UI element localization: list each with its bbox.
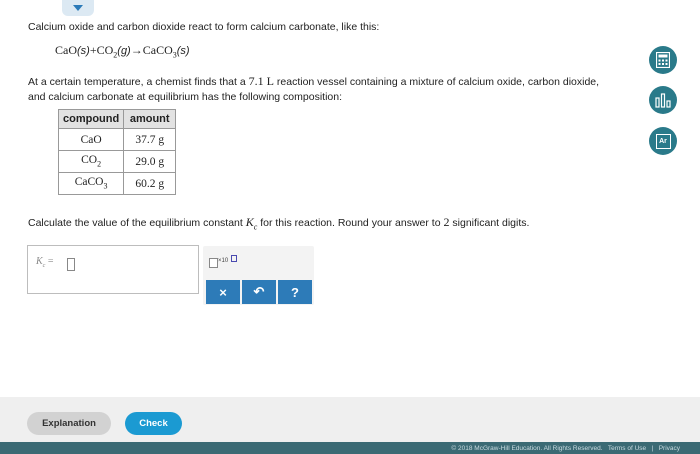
mantissa-box-icon [209, 258, 218, 268]
chevron-down-icon [73, 5, 83, 11]
table-header-amount: amount [124, 110, 176, 129]
compound-cell: $CO_2$ [59, 151, 124, 173]
answer-label: $K_c$ = [36, 256, 54, 269]
help-button[interactable]: ? [278, 280, 312, 304]
table-row [59, 173, 176, 195]
periodic-table-button[interactable] [649, 127, 677, 155]
privacy-link[interactable]: Privacy [658, 445, 680, 452]
calculator-button[interactable] [649, 46, 677, 74]
compound-cell: CaO [59, 129, 124, 151]
amount-cell: 29.0 g [124, 151, 176, 173]
footer [0, 442, 700, 454]
question-description: At a certain temperature, a chemist finds that a 7.1 L reaction vessel containing a mixture of calcium oxide, carbon dioxide, and calcium carbonate at equilibrium has the following composition: [28, 74, 600, 103]
footer-separator: | [651, 445, 654, 452]
composition-table [58, 109, 176, 195]
amount-cell: 37.7 g [124, 129, 176, 151]
clear-button[interactable]: × [206, 280, 240, 304]
question-prompt: Calculate the value of the equilibrium constant $K_c$ for this reaction. Round your answer to 2 significant digits. [28, 215, 530, 232]
table-row [59, 129, 176, 151]
compound-cell: CaCO$_3$ [59, 173, 124, 195]
exponent-box-icon [231, 255, 237, 262]
table-header-compound: compound [59, 110, 124, 129]
check-button[interactable]: Check [125, 412, 182, 435]
collapse-tab[interactable] [62, 0, 94, 16]
periodic-table-icon: Ar [656, 134, 671, 149]
calculator-icon [656, 52, 670, 68]
vessel-volume: 7.1 L [248, 74, 274, 88]
answer-input[interactable] [27, 245, 199, 294]
table-row [59, 151, 176, 173]
answer-slot[interactable] [67, 258, 75, 271]
chart-button[interactable] [649, 86, 677, 114]
undo-button[interactable]: ↶ [242, 280, 276, 304]
copyright-text: © 2018 McGraw-Hill Education. All Rights Reserved. [451, 445, 603, 452]
table-header-row [59, 110, 176, 129]
question-intro: Calcium oxide and carbon dioxide react to form calcium carbonate, like this: [28, 21, 380, 33]
explanation-button[interactable]: Explanation [27, 412, 111, 435]
terms-link[interactable]: Terms of Use [607, 445, 647, 452]
amount-cell: 60.2 g [124, 173, 176, 195]
reaction-equation: $CaO(s)+CO_2(g)\to CaCO_3(s)$ [55, 43, 190, 60]
scientific-notation-button[interactable]: ×10 [207, 255, 235, 271]
chart-icon [655, 93, 671, 108]
